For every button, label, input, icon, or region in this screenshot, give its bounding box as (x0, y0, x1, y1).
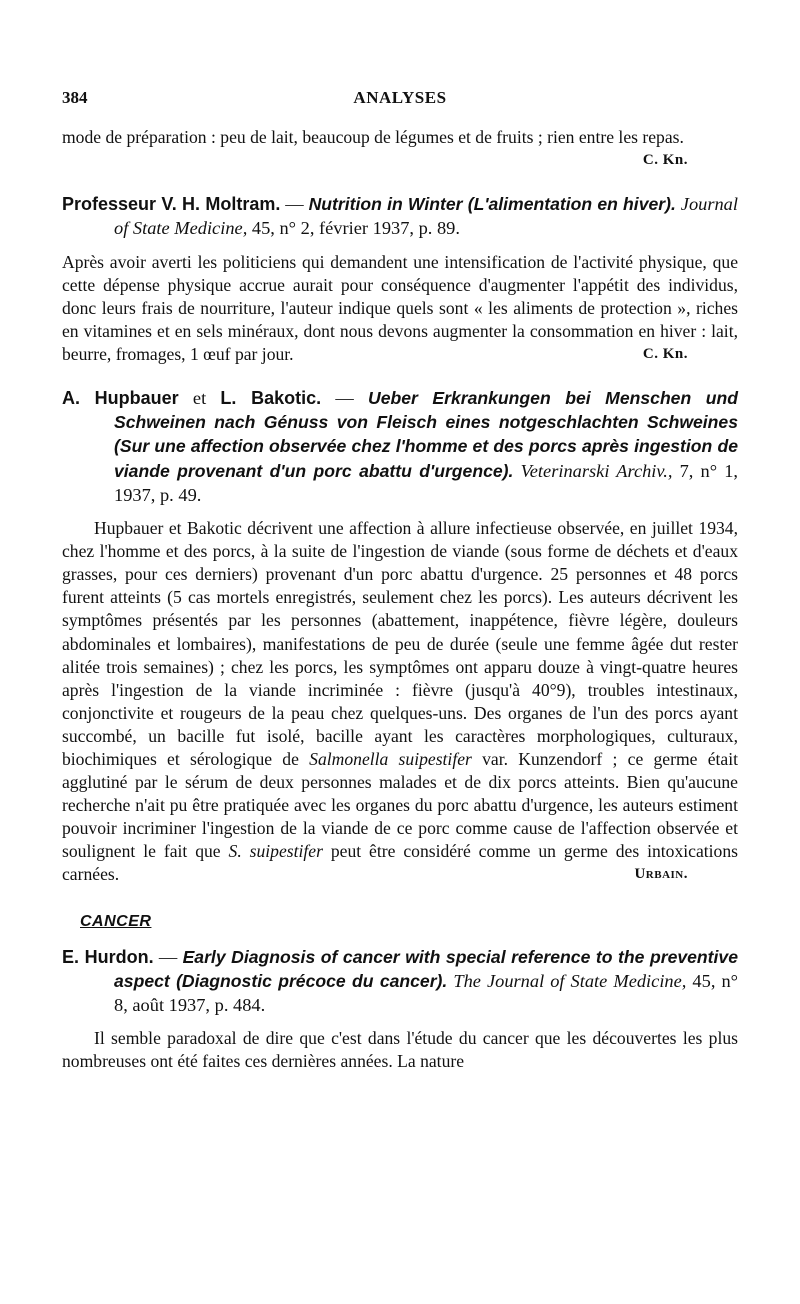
article1-journal: Journal of State Medicine, (114, 194, 738, 239)
intro-signature: C. Kn. (642, 152, 688, 169)
article3-dash: — (153, 946, 183, 967)
page (62, 88, 738, 1073)
article3-journal: The Journal of State Medicine, (447, 970, 687, 991)
article2-journal: Veterinarski Archiv., (520, 460, 673, 481)
article2-author: A. Hupbauer (62, 388, 179, 409)
article1-dash: — (280, 194, 309, 215)
page-header (62, 88, 738, 112)
article1-body-text: Après avoir averti les politiciens qui demandent une intensification de l'activité physique, que cette dépense physique accrue aurait pour conséquence d'augmenter l'appétit des individus, donc leurs frais de nourriture, l'auteur indique quels sont « les aliments de protection », riches en vitamines et en sels minéraux, dont nous devons augmenter la consommation en hiver : lait, beurre, fromages, 1 œuf par jour. (62, 251, 738, 364)
article3-author: E. Hurdon. (62, 946, 154, 967)
article2-reference (62, 386, 738, 507)
article2-dash: — (321, 388, 368, 409)
article2-body-part3: peut être considéré comme un germe des intoxications carnées. (62, 841, 738, 885)
intro-paragraph (62, 126, 738, 172)
section-title-cancer: CANCER (80, 912, 152, 930)
article3-body (62, 1027, 738, 1073)
article2-details: 7, n° 1, 1937, p. 49. (114, 460, 738, 505)
article1-body (62, 251, 738, 366)
article2-body-italic2: S. suipestifer (228, 841, 323, 862)
article2-author2: L. Bakotic. (220, 388, 322, 409)
article1-reference (62, 192, 738, 240)
article2-body (62, 517, 738, 887)
article2-signature: Urbain. (634, 866, 688, 883)
article3-reference (62, 945, 738, 1018)
intro-text: mode de préparation : peu de lait, beaucoup de légumes et de fruits ; rien entre les repas. (62, 127, 684, 147)
article1-signature: C. Kn. (642, 345, 688, 362)
article2-conj: et (178, 388, 221, 409)
article1-details: 45, n° 2, février 1937, p. 89. (247, 218, 460, 239)
article3-details: 45, n° 8, août 1937, p. 484. (114, 970, 739, 1015)
article1-title: Nutrition in Winter (L'alimentation en hiver). (308, 194, 676, 215)
article2-body-italic1: Salmonella suipestifer (309, 749, 472, 770)
article1-author: Professeur V. H. Moltram. (62, 194, 281, 215)
article2-body-part2: var. Kunzendorf ; ce germe était agglutiné par le sérum de deux personnes malades et de dix porcs atteints. Bien qu'aucune recherche n'ait pu être pratiquée avec les organes du porc abattu d'urgence, les auteurs estiment pouvoir incriminer l'ingestion de la viande de ce porc comme cause de l'affection observée et soulignent le fait que (62, 749, 738, 862)
article2-body-part1: Hupbauer et Bakotic décrivent une affection à allure infectieuse observée, en juillet 1934, chez l'homme et des porcs, à la suite de l'ingestion de viande (sous forme de déchets et d'eaux grasses, pour ces derniers) provenant d'un porc abattu d'urgence. 25 personnes et 48 porcs furent atteints (5 cas mortels enregistrés, seulement chez les porcs). Les auteurs décrivent les symptômes présentés par les personnes (abattement, inappétence, fièvre légère, douleurs abdominales et lombaires), manifestations de peu de durée (seule une femme âgée dut rester alitée trois semaines) ; chez les porcs, les symptômes ont apparu douze à vingt-quatre heures après l'ingestion de la viande incriminée : fièvre (jusqu'à 40°9), troubles intestinaux, conjonctivite et rougeurs de la peau chez quelques-uns. Des organes de l'un des porcs ayant succombé, un bacille fut isolé, bacille ayant les caractères morphologiques, culturaux, biochimiques et sérologique de (62, 518, 738, 770)
page-number: 384 (62, 88, 88, 107)
running-title: ANALYSES (353, 88, 447, 107)
article3-body-text: Il semble paradoxal de dire que c'est dans l'étude du cancer que les découvertes les plus nombreuses ont été faites ces dernières années. La nature (62, 1028, 738, 1072)
article3-title: Early Diagnosis of cancer with special reference to the preventive aspect (Diagnostic précoce du cancer). (114, 946, 738, 991)
article2-title: Ueber Erkrankungen bei Menschen und Schweinen nach Génuss von Fleisch eines notgeschlachten Schweines (Sur une affection observée chez l'homme et des porcs après ingestion de viande provenant d'un porc abattu d'urgence). (114, 388, 738, 481)
